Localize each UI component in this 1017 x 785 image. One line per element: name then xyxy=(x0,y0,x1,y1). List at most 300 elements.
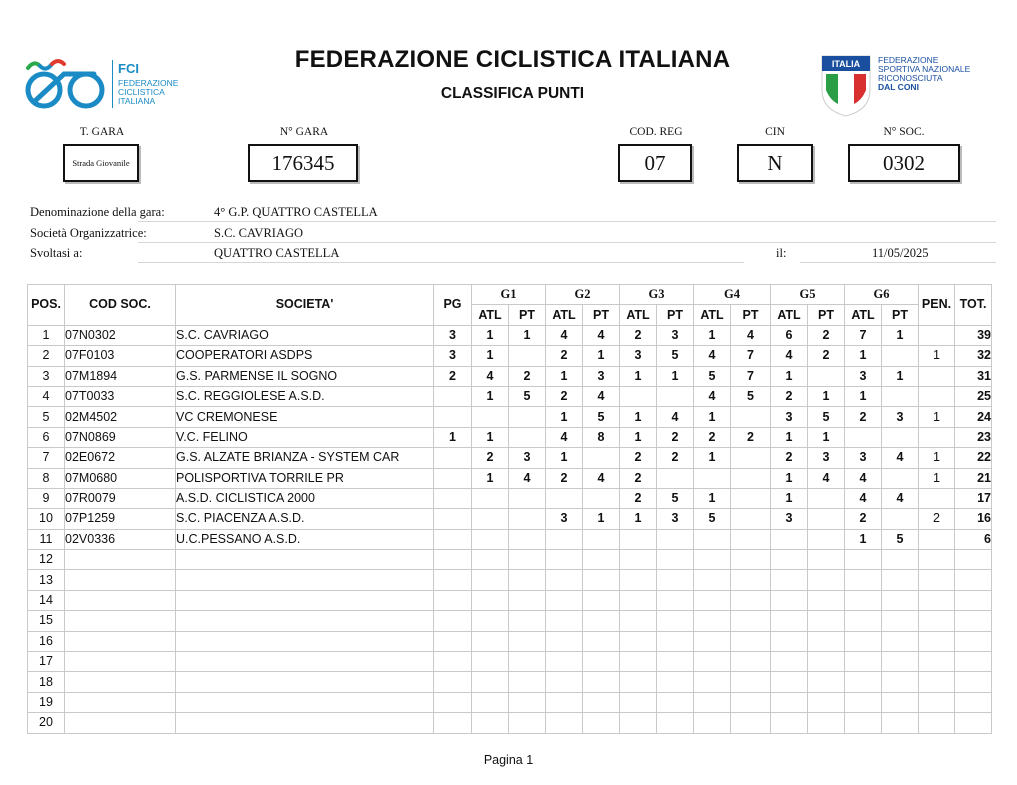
cell-g5-atl: 1 xyxy=(771,427,808,447)
cin-value: N xyxy=(767,150,783,175)
cell-g6-pt xyxy=(882,550,919,570)
cell-g1-pt xyxy=(509,509,546,529)
cell-pg xyxy=(434,488,472,508)
cell-g1-pt: 1 xyxy=(509,325,546,345)
cell-pos: 15 xyxy=(28,611,65,631)
cell-g5-atl: 3 xyxy=(771,509,808,529)
col-subheader-pt: PT xyxy=(657,305,694,325)
cell-g3-atl xyxy=(620,570,657,590)
cell-pen: 1 xyxy=(919,346,955,366)
cell-tot xyxy=(955,672,992,692)
cell-g3-pt: 2 xyxy=(657,427,694,447)
cell-g2-pt xyxy=(583,692,620,712)
cell-g1-atl xyxy=(472,692,509,712)
cell-g4-atl xyxy=(694,611,731,631)
cell-g2-atl xyxy=(546,713,583,733)
cell-g5-pt: 3 xyxy=(808,448,845,468)
cell-g3-atl xyxy=(620,713,657,733)
cell-societa xyxy=(176,590,434,610)
cell-g6-atl: 3 xyxy=(845,366,882,386)
info-underline xyxy=(800,262,996,263)
cell-societa xyxy=(176,672,434,692)
cell-g3-pt xyxy=(657,529,694,549)
cell-g2-atl: 1 xyxy=(546,366,583,386)
cell-g2-atl xyxy=(546,529,583,549)
svoltasi-label: Svoltasi a: xyxy=(30,246,83,260)
cell-g2-atl xyxy=(546,590,583,610)
cell-g6-pt xyxy=(882,590,919,610)
cell-g4-atl xyxy=(694,570,731,590)
cell-pos: 9 xyxy=(28,488,65,508)
coni-line: SPORTIVA NAZIONALE xyxy=(878,64,971,74)
cell-g5-atl: 1 xyxy=(771,366,808,386)
cell-g2-pt xyxy=(583,611,620,631)
cell-g1-pt xyxy=(509,346,546,366)
cell-pos: 5 xyxy=(28,407,65,427)
cell-tot: 6 xyxy=(955,529,992,549)
cell-g1-pt xyxy=(509,529,546,549)
cell-g5-pt: 2 xyxy=(808,346,845,366)
cell-pos: 10 xyxy=(28,509,65,529)
page-title: FEDERAZIONE CICLISTICA ITALIANA xyxy=(294,46,731,73)
cell-g3-pt: 4 xyxy=(657,407,694,427)
table-row xyxy=(28,325,992,345)
cell-pen xyxy=(919,366,955,386)
cell-g2-atl: 1 xyxy=(546,407,583,427)
cell-g6-pt xyxy=(882,427,919,447)
cell-tot xyxy=(955,713,992,733)
col-header-tot: TOT. xyxy=(955,285,992,326)
organizzatrice-value: S.C. CAVRIAGO xyxy=(214,226,304,240)
cell-g5-pt: 2 xyxy=(808,325,845,345)
cell-g3-pt: 1 xyxy=(657,366,694,386)
cell-g5-atl xyxy=(771,570,808,590)
cell-g6-atl: 2 xyxy=(845,509,882,529)
col-subheader-atl: ATL xyxy=(472,305,509,325)
cell-g3-pt xyxy=(657,713,694,733)
table-row xyxy=(28,346,992,366)
cell-g1-pt xyxy=(509,488,546,508)
cell-tot: 22 xyxy=(955,448,992,468)
cell-pos: 12 xyxy=(28,550,65,570)
col-header-pg: PG xyxy=(434,285,472,326)
col-subheader-atl: ATL xyxy=(620,305,657,325)
cell-g4-atl xyxy=(694,468,731,488)
cell-g2-atl: 4 xyxy=(546,325,583,345)
cell-g1-pt xyxy=(509,611,546,631)
table-row xyxy=(28,407,992,427)
cell-g5-atl xyxy=(771,631,808,651)
cell-g3-atl xyxy=(620,611,657,631)
table-row xyxy=(28,509,992,529)
cell-g2-atl: 2 xyxy=(546,346,583,366)
cell-g4-pt xyxy=(731,631,771,651)
cell-pos: 20 xyxy=(28,713,65,733)
col-header-g4: G4 xyxy=(694,285,771,305)
cell-cod-soc: 02E0672 xyxy=(65,448,176,468)
cell-g1-atl xyxy=(472,570,509,590)
cell-g1-atl xyxy=(472,407,509,427)
coni-line: RICONOSCIUTA xyxy=(878,73,943,83)
page-number: Pagina 1 xyxy=(483,753,534,767)
n-soc-label: N° SOC. xyxy=(883,126,925,138)
cell-cod-soc: 07N0869 xyxy=(65,427,176,447)
col-subheader-pt: PT xyxy=(808,305,845,325)
cell-pg xyxy=(434,448,472,468)
cell-g5-pt xyxy=(808,692,845,712)
cell-g4-atl: 2 xyxy=(694,427,731,447)
cell-g1-atl xyxy=(472,652,509,672)
cell-g2-pt xyxy=(583,652,620,672)
cell-pen: 2 xyxy=(919,509,955,529)
col-header-pen: PEN. xyxy=(919,285,955,326)
coni-line xyxy=(878,83,970,92)
cell-g6-pt: 3 xyxy=(882,407,919,427)
cell-g1-pt xyxy=(509,550,546,570)
cell-g3-atl xyxy=(620,550,657,570)
cod-reg-value: 07 xyxy=(644,150,666,175)
cell-pen xyxy=(919,386,955,406)
cell-g6-atl xyxy=(845,611,882,631)
cell-tot xyxy=(955,570,992,590)
cell-g5-atl: 4 xyxy=(771,346,808,366)
cell-societa xyxy=(176,570,434,590)
cell-g1-atl: 1 xyxy=(472,325,509,345)
cell-g3-pt: 3 xyxy=(657,325,694,345)
cell-g4-atl: 1 xyxy=(694,488,731,508)
cell-g1-pt xyxy=(509,672,546,692)
cell-g1-atl xyxy=(472,529,509,549)
cell-g4-pt xyxy=(731,509,771,529)
cell-g5-atl: 2 xyxy=(771,386,808,406)
cell-pg xyxy=(434,509,472,529)
col-header-g1: G1 xyxy=(472,285,546,305)
cell-g4-atl: 4 xyxy=(694,386,731,406)
cell-g1-pt xyxy=(509,570,546,590)
cell-g4-pt xyxy=(731,652,771,672)
col-header-pos: POS. xyxy=(28,285,65,326)
cell-g1-pt xyxy=(509,407,546,427)
cell-g2-atl xyxy=(546,692,583,712)
cell-g6-atl: 4 xyxy=(845,468,882,488)
cell-societa: S.C. REGGIOLESE A.S.D. xyxy=(176,386,434,406)
cell-g2-atl: 2 xyxy=(546,386,583,406)
table-row xyxy=(28,672,992,692)
cell-g6-atl xyxy=(845,590,882,610)
cell-g3-atl: 1 xyxy=(620,407,657,427)
table-row xyxy=(28,427,992,447)
coni-line: DAL CONI xyxy=(878,82,919,92)
cell-g1-pt xyxy=(509,692,546,712)
col-subheader-atl: ATL xyxy=(694,305,731,325)
info-underline xyxy=(138,242,996,243)
cell-societa: U.C.PESSANO A.S.D. xyxy=(176,529,434,549)
table-row xyxy=(28,713,992,733)
cell-cod-soc: 07T0033 xyxy=(65,386,176,406)
cell-g5-atl xyxy=(771,550,808,570)
cell-g3-atl xyxy=(620,529,657,549)
col-header-g5: G5 xyxy=(771,285,845,305)
cell-g5-atl: 1 xyxy=(771,468,808,488)
cell-g3-atl: 1 xyxy=(620,427,657,447)
cell-pos: 2 xyxy=(28,346,65,366)
cell-societa: S.C. CAVRIAGO xyxy=(176,325,434,345)
cell-pg xyxy=(434,692,472,712)
cell-g6-pt: 4 xyxy=(882,488,919,508)
shield-badge: ITALIA xyxy=(831,59,861,69)
table-row xyxy=(28,550,992,570)
cell-societa xyxy=(176,713,434,733)
cell-g6-pt xyxy=(882,386,919,406)
cell-tot: 21 xyxy=(955,468,992,488)
cell-societa xyxy=(176,692,434,712)
cell-g5-pt xyxy=(808,550,845,570)
cell-pg xyxy=(434,529,472,549)
cell-g3-atl xyxy=(620,652,657,672)
cell-pen xyxy=(919,488,955,508)
il-value: 11/05/2025 xyxy=(872,246,929,260)
col-header-societa: SOCIETA' xyxy=(176,285,434,326)
table-row xyxy=(28,488,992,508)
cell-g5-pt: 1 xyxy=(808,427,845,447)
cell-g6-atl: 7 xyxy=(845,325,882,345)
cell-g2-pt xyxy=(583,713,620,733)
cell-g3-atl: 2 xyxy=(620,488,657,508)
cell-g2-atl xyxy=(546,488,583,508)
cell-pen xyxy=(919,570,955,590)
cell-g6-atl: 1 xyxy=(845,386,882,406)
cell-g2-pt: 4 xyxy=(583,386,620,406)
cell-g4-pt: 2 xyxy=(731,427,771,447)
cell-cod-soc: 07P1259 xyxy=(65,509,176,529)
cell-g6-pt: 1 xyxy=(882,325,919,345)
cod-reg-box xyxy=(618,144,692,182)
cell-g5-atl: 2 xyxy=(771,448,808,468)
table-row xyxy=(28,590,992,610)
cell-g1-atl: 1 xyxy=(472,427,509,447)
cell-g3-atl: 2 xyxy=(620,448,657,468)
cell-g3-pt: 3 xyxy=(657,509,694,529)
table-row xyxy=(28,611,992,631)
cell-cod-soc: 07M1894 xyxy=(65,366,176,386)
t-gara-box xyxy=(63,144,139,182)
cell-g4-pt xyxy=(731,713,771,733)
cell-g4-pt xyxy=(731,448,771,468)
cell-tot xyxy=(955,550,992,570)
fci-full-line: CICLISTICA xyxy=(118,87,165,97)
cell-g5-pt: 1 xyxy=(808,386,845,406)
cell-g5-pt xyxy=(808,509,845,529)
n-gara-label: N° GARA xyxy=(279,126,329,138)
col-header-g6: G6 xyxy=(845,285,919,305)
cell-g1-atl: 1 xyxy=(472,346,509,366)
cell-g1-atl xyxy=(472,590,509,610)
cell-g2-pt xyxy=(583,550,620,570)
cell-g2-atl xyxy=(546,652,583,672)
cell-g4-atl: 1 xyxy=(694,407,731,427)
table-row xyxy=(28,652,992,672)
cell-societa: V.C. FELINO xyxy=(176,427,434,447)
col-subheader-atl: ATL xyxy=(771,305,808,325)
cell-g4-pt xyxy=(731,570,771,590)
cell-g1-pt xyxy=(509,427,546,447)
cell-g3-atl xyxy=(620,631,657,651)
cell-pen xyxy=(919,550,955,570)
cell-g1-atl xyxy=(472,672,509,692)
cell-tot xyxy=(955,611,992,631)
cell-g2-pt: 1 xyxy=(583,346,620,366)
cell-g3-pt xyxy=(657,590,694,610)
cell-pos: 14 xyxy=(28,590,65,610)
cell-g6-pt xyxy=(882,468,919,488)
cell-tot: 23 xyxy=(955,427,992,447)
cell-societa xyxy=(176,631,434,651)
cell-g3-pt xyxy=(657,386,694,406)
cell-g4-atl xyxy=(694,529,731,549)
cell-g2-atl xyxy=(546,611,583,631)
col-header-g2: G2 xyxy=(546,285,620,305)
cell-g3-pt: 5 xyxy=(657,346,694,366)
cell-g6-atl xyxy=(845,570,882,590)
cell-g6-atl: 2 xyxy=(845,407,882,427)
cell-pos: 19 xyxy=(28,692,65,712)
cell-g5-pt xyxy=(808,570,845,590)
cell-pos: 11 xyxy=(28,529,65,549)
table-row xyxy=(28,448,992,468)
cell-g1-atl xyxy=(472,488,509,508)
cell-g2-pt: 5 xyxy=(583,407,620,427)
cell-g6-pt: 1 xyxy=(882,366,919,386)
cell-g3-atl xyxy=(620,590,657,610)
cell-g4-pt xyxy=(731,590,771,610)
cell-pos: 4 xyxy=(28,386,65,406)
cell-g2-atl: 1 xyxy=(546,448,583,468)
cell-g2-pt xyxy=(583,590,620,610)
cell-g5-pt: 4 xyxy=(808,468,845,488)
cell-g2-pt: 8 xyxy=(583,427,620,447)
cell-pg xyxy=(434,386,472,406)
cell-pos: 1 xyxy=(28,325,65,345)
cell-g3-pt xyxy=(657,631,694,651)
col-header-g3: G3 xyxy=(620,285,694,305)
cell-pen xyxy=(919,427,955,447)
n-gara-value: 176345 xyxy=(271,150,335,175)
cell-g1-pt: 5 xyxy=(509,386,546,406)
cell-cod-soc: 02V0336 xyxy=(65,529,176,549)
cell-cod-soc xyxy=(65,590,176,610)
cell-g6-pt xyxy=(882,570,919,590)
cell-tot: 16 xyxy=(955,509,992,529)
cell-g1-atl xyxy=(472,713,509,733)
cell-cod-soc xyxy=(65,550,176,570)
cell-pg: 2 xyxy=(434,366,472,386)
cell-g5-atl xyxy=(771,692,808,712)
cell-g6-atl: 1 xyxy=(845,529,882,549)
cell-g6-atl: 4 xyxy=(845,488,882,508)
cell-pos: 3 xyxy=(28,366,65,386)
cell-g6-pt xyxy=(882,713,919,733)
cell-pen xyxy=(919,713,955,733)
organizzatrice-label: Società Organizzatrice: xyxy=(30,226,147,240)
cell-g3-pt xyxy=(657,652,694,672)
svoltasi-value: QUATTRO CASTELLA xyxy=(214,246,340,260)
table-row xyxy=(28,366,992,386)
cell-g6-pt: 5 xyxy=(882,529,919,549)
cell-cod-soc xyxy=(65,570,176,590)
t-gara-label: T. GARA xyxy=(79,126,125,138)
cell-g3-pt xyxy=(657,692,694,712)
cell-g1-atl: 2 xyxy=(472,448,509,468)
cell-pen xyxy=(919,325,955,345)
cell-g1-atl xyxy=(472,631,509,651)
cell-pen: 1 xyxy=(919,468,955,488)
cell-g4-pt xyxy=(731,692,771,712)
cell-g4-pt xyxy=(731,529,771,549)
cell-pg: 3 xyxy=(434,346,472,366)
cell-pg xyxy=(434,407,472,427)
cell-g1-pt xyxy=(509,590,546,610)
cell-tot xyxy=(955,590,992,610)
n-soc-value: 0302 xyxy=(883,150,925,175)
cell-g5-atl xyxy=(771,713,808,733)
cell-g4-pt xyxy=(731,672,771,692)
cell-g5-pt xyxy=(808,366,845,386)
cell-pos: 7 xyxy=(28,448,65,468)
cell-pg xyxy=(434,672,472,692)
cell-g6-pt xyxy=(882,346,919,366)
cell-g4-atl: 5 xyxy=(694,509,731,529)
cell-g3-pt: 5 xyxy=(657,488,694,508)
cell-g5-pt xyxy=(808,488,845,508)
il-label: il: xyxy=(776,246,787,260)
cell-g1-atl: 1 xyxy=(472,386,509,406)
cell-g5-atl xyxy=(771,611,808,631)
cell-pen xyxy=(919,590,955,610)
cell-societa: A.S.D. CICLISTICA 2000 xyxy=(176,488,434,508)
cell-g3-pt xyxy=(657,611,694,631)
cell-g4-pt xyxy=(731,550,771,570)
cell-g3-pt: 2 xyxy=(657,448,694,468)
cell-g1-pt xyxy=(509,652,546,672)
ranking-table xyxy=(27,284,992,734)
cell-g3-atl: 2 xyxy=(620,468,657,488)
cell-pos: 8 xyxy=(28,468,65,488)
cell-societa: G.S. PARMENSE IL SOGNO xyxy=(176,366,434,386)
cell-pen xyxy=(919,611,955,631)
cell-g4-atl xyxy=(694,692,731,712)
col-subheader-pt: PT xyxy=(509,305,546,325)
cell-tot: 25 xyxy=(955,386,992,406)
cell-g2-pt: 3 xyxy=(583,366,620,386)
cell-g3-pt xyxy=(657,550,694,570)
cell-g5-atl: 3 xyxy=(771,407,808,427)
cell-g6-pt xyxy=(882,509,919,529)
cell-g3-pt xyxy=(657,468,694,488)
cell-g2-atl xyxy=(546,570,583,590)
cell-pos: 16 xyxy=(28,631,65,651)
cell-g4-atl xyxy=(694,672,731,692)
ranking-table-body xyxy=(28,325,992,733)
cell-g2-pt xyxy=(583,488,620,508)
cin-label: CIN xyxy=(765,126,785,138)
table-row xyxy=(28,468,992,488)
cell-g6-pt xyxy=(882,692,919,712)
cell-pos: 6 xyxy=(28,427,65,447)
cell-g1-pt: 2 xyxy=(509,366,546,386)
cell-g5-pt xyxy=(808,590,845,610)
cell-g1-atl: 4 xyxy=(472,366,509,386)
cell-tot: 24 xyxy=(955,407,992,427)
